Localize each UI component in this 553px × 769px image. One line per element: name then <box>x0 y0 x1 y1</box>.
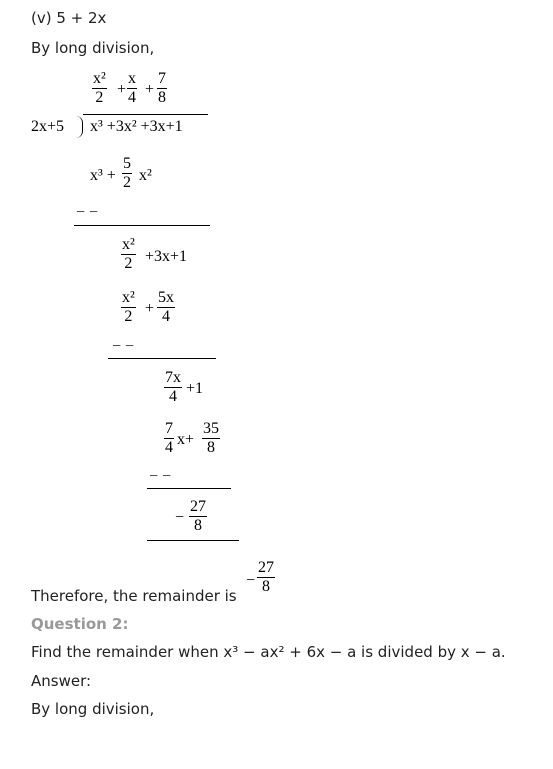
rem3-sign: − <box>175 509 185 526</box>
part-label-text: (v) 5 + 2x <box>31 9 107 27</box>
step2-fraction-b-num: 5x <box>158 289 174 306</box>
conclusion-fraction-num: 27 <box>258 559 274 576</box>
question-text: Find the remainder when x³ − ax² + 6x − a is divided by x − a. <box>31 643 506 661</box>
quotient-term-2-den: 4 <box>128 89 136 106</box>
rem1-fraction-num: x² <box>122 236 135 253</box>
step3-fraction-b-num: 35 <box>203 420 219 437</box>
question-heading: Question 2: <box>31 615 129 633</box>
quotient-term-3 <box>157 70 167 107</box>
conclusion-fraction-den: 8 <box>262 578 270 595</box>
quotient-plus-2: + <box>145 81 155 98</box>
conclusion-fraction <box>257 559 275 596</box>
division-bar <box>83 114 208 115</box>
conclusion-sign: − <box>246 572 256 589</box>
rem2-fraction-num: 7x <box>165 369 181 386</box>
step2-rule <box>108 358 216 359</box>
step2-signs: − − <box>112 338 135 355</box>
rem3-fraction-den: 8 <box>194 517 202 534</box>
answer-method: By long division, <box>31 700 155 718</box>
step3-fraction-a <box>164 420 174 457</box>
rem1-fraction-den: 2 <box>124 255 133 272</box>
rem3-fraction-num: 27 <box>190 498 206 515</box>
rem2-rest: +1 <box>186 380 204 397</box>
quotient-term-2 <box>127 70 137 107</box>
conclusion-text: Therefore, the remainder is <box>31 587 237 605</box>
step1-fraction <box>122 155 132 192</box>
rem2-fraction <box>164 369 182 406</box>
answer-label: Answer: <box>31 672 92 690</box>
quotient-term-3-den: 8 <box>158 89 166 106</box>
step2-plus: + <box>145 300 155 317</box>
step1-right: x² <box>139 167 152 184</box>
quotient-term-2-num: x <box>128 70 136 87</box>
rem3-fraction <box>189 498 207 535</box>
step3-fraction-b <box>202 420 220 457</box>
division-bracket <box>76 116 83 138</box>
step2-fraction-b <box>157 289 175 326</box>
step1-rule <box>74 225 210 226</box>
step2-fraction-a-num: x² <box>122 289 135 306</box>
quotient-term-1-num: x² <box>93 70 106 87</box>
step1-fraction-den: 2 <box>123 174 131 191</box>
rem1-rest: +3x+1 <box>145 248 188 265</box>
quotient-term-3-num: 7 <box>158 70 166 87</box>
quotient-term-1 <box>92 70 107 107</box>
step2-fraction-b-den: 4 <box>162 308 170 325</box>
step2-fraction-a-den: 2 <box>124 308 133 325</box>
step3-signs: − − <box>149 468 172 485</box>
quotient-term-1-den: 2 <box>95 89 104 106</box>
step3-rule <box>147 488 231 489</box>
divisor: 2x+5 <box>31 118 65 135</box>
step3-mid: x+ <box>177 431 195 448</box>
method-line: By long division, <box>31 39 155 57</box>
dividend: x³ +3x² +3x+1 <box>90 118 183 135</box>
quotient-plus-1: + <box>117 81 127 98</box>
step3-fraction-a-den: 4 <box>165 439 173 456</box>
final-rule <box>147 540 239 541</box>
step1-signs: − − <box>76 204 99 221</box>
step3-fraction-b-den: 8 <box>207 439 215 456</box>
part-label <box>31 9 106 27</box>
step1-fraction-num: 5 <box>123 155 131 172</box>
rem2-fraction-den: 4 <box>169 388 177 405</box>
step2-fraction-a <box>121 289 136 326</box>
step3-fraction-a-num: 7 <box>165 420 173 437</box>
step1-left: x³ + <box>90 167 116 184</box>
rem1-fraction <box>121 236 136 273</box>
